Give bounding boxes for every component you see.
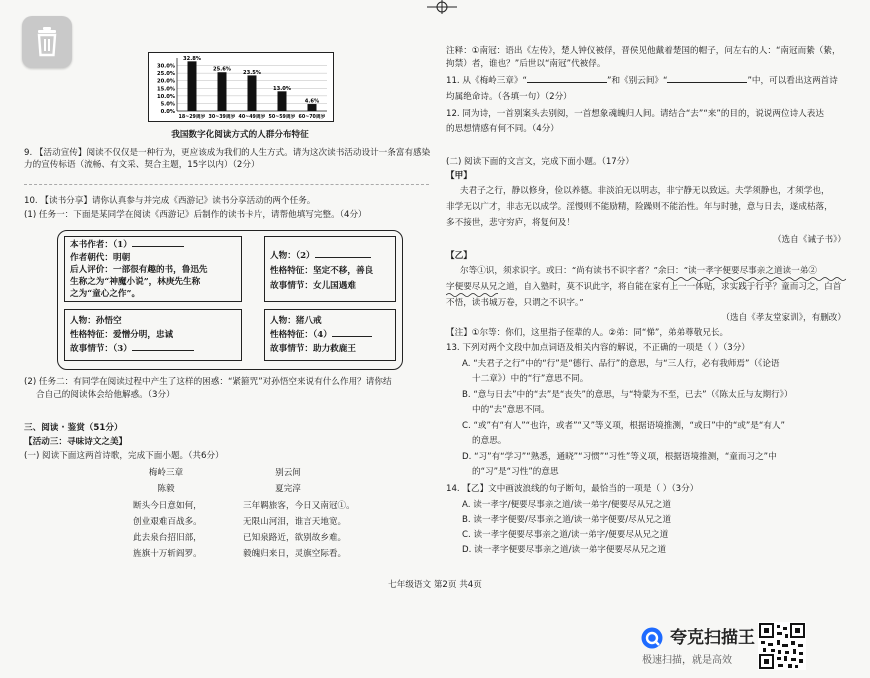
y-tick-label: 5.0% xyxy=(160,101,175,108)
card-dynasty: 作者朝代：明朝 xyxy=(70,253,131,263)
text-jia-line-1: 夫君子之行，静以修身，俭以养德。非淡泊无以明志，非宁静无以致远。夫学须静也，才须学也， xyxy=(460,186,830,196)
q13-option-c-2: 的意思。 xyxy=(472,436,507,446)
y-tick-label: 25.0% xyxy=(157,71,175,78)
q13-option-b-2: 中的“去”意思不同。 xyxy=(472,405,550,415)
bar-value-label: 4.6% xyxy=(304,98,320,105)
blank-q11-b[interactable] xyxy=(667,82,747,83)
question-10-task2-line1: (2) 任务二：有同学在阅读过程中产生了这样的困惑：“紧箍咒”对孙悟空来说有什么作用？请你结 xyxy=(24,377,392,387)
blank-q11-a[interactable] xyxy=(527,82,607,83)
poem2-title: 别云间 xyxy=(275,468,301,478)
q13-option-d-1: D. “习”有“学习”“熟悉，通晓”“习惯”“习性”等义项，根据语境推测，“童而习之”中 xyxy=(462,452,777,462)
question-11-line-1: 11. 从《梅岭三章》“ ”和《别云间》“ ”中，可以看出这两首诗 xyxy=(446,76,838,86)
question-12-line-2: 的思想情感有何不同。（4分） xyxy=(446,124,559,134)
poem2-line-2: 无限山河泪，谁言天地宽。 xyxy=(243,517,347,527)
q13-option-c-1: C. “或”有“有人”“也许，或者”“又”等义项，根据语境推测，“或曰”中的“或”是“有人” xyxy=(462,421,786,431)
poem2-line-4: 毅魄归来日，灵旗空际看。 xyxy=(243,549,347,559)
text-yi-note: 【注】①尔等：你们，这里指子侄辈的人。②弟：同“悌”，弟弟尊敬兄长。 xyxy=(446,328,729,338)
question-14: 14. 【乙】文中画波浪线的句子断句，最恰当的一项是（ ）（3分） xyxy=(446,484,699,494)
text-jia-line-3: 多不接世，悲守穷庐，将复何及！ xyxy=(446,218,575,228)
trash-icon xyxy=(22,16,72,68)
x-tick-label: 30~39周岁 xyxy=(208,115,236,120)
bar xyxy=(188,61,197,111)
bar-chart xyxy=(148,52,334,122)
card2-trait: 性格特征：坚定不移，善良 xyxy=(270,266,374,276)
x-tick-label: 40~49周岁 xyxy=(238,115,266,120)
bar-value-label: 13.0% xyxy=(273,85,291,92)
blank-1[interactable] xyxy=(132,246,184,247)
question-9: 9. 【活动宣传】阅读不仅仅是一种行为，更应该成为我们的人生方式。请为这次读书活动设计一条富有感染力的宣传标语（流畅、有文采、契合主题，15字以内）（2分） xyxy=(24,148,431,170)
poem1-line-2: 创业艰难百战多。 xyxy=(133,517,202,527)
y-tick-label: 10.0% xyxy=(157,93,175,100)
bar xyxy=(248,75,257,111)
bar-value-label: 25.6% xyxy=(213,66,231,73)
card4-name: 人物：猪八戒 xyxy=(270,316,322,326)
note-1-line-2: 拘禁）者，谁也？”后世以“南冠”代被俘。 xyxy=(446,59,606,69)
card-author-label: 本书作者：（1） xyxy=(70,240,132,250)
card-book-info xyxy=(64,236,242,302)
binding-crosshair-icon xyxy=(427,0,457,14)
bar-value-label: 32.8% xyxy=(183,55,201,62)
q14-option-b: B. 读一孝字便要/尽事亲之道/读一弟字便要/尽从兄之道 xyxy=(462,515,672,525)
card-zhu-bajie xyxy=(264,309,396,361)
card-review-2: 生称之为“神魔小说”，林庚先生称 xyxy=(70,277,201,287)
poem1-line-1: 断头今日意如何， xyxy=(133,501,202,511)
text-yi-line-1: 尔等①识，须求识字。或曰：“尚有读书不识字者？”余曰：“读一孝字便要尽事亲之道读一弟② xyxy=(460,266,817,276)
text-jia-source: （选自《诫子书》） xyxy=(772,235,846,245)
card4-trait: 性格特征：（4） xyxy=(270,330,332,340)
x-tick-label: 18~29周岁 xyxy=(178,115,206,120)
question-13: 13. 下列对两个文段中加点词语及相关内容的解说，不正确的一项是（ ）（3分） xyxy=(446,343,750,353)
sub-section-1: (一) 阅读下面这两首诗歌，完成下面小题。（共6分） xyxy=(24,451,224,461)
blank-2[interactable] xyxy=(315,257,371,258)
activity-3-title: 【活动三：寻味诗文之美】 xyxy=(24,437,128,447)
question-10-title: 10. 【读书分享】请你认真参与并完成《西游记》读书分享活动的两个任务。 xyxy=(24,196,316,206)
y-tick-label: 15.0% xyxy=(157,86,175,93)
poem2-line-1: 三年羁旅客，今日又南冠①。 xyxy=(243,501,355,511)
blank-4[interactable] xyxy=(332,336,372,337)
qr-code-icon xyxy=(758,622,806,670)
section-3-heading: 三、阅读 · 鉴赏（51分） xyxy=(24,423,123,433)
scanner-slogan: 极速扫描，就是高效 xyxy=(642,655,732,666)
blank-3[interactable] xyxy=(132,350,194,351)
bar-value-label: 23.5% xyxy=(243,69,261,76)
question-10-task2-line2: 合自己的阅读体会给他解惑。（3分） xyxy=(36,390,175,400)
poem1-line-3: 此去泉台招旧部， xyxy=(133,533,202,543)
x-tick-label: 60~70周岁 xyxy=(298,115,326,120)
reading-card-frame xyxy=(57,230,403,370)
card-character-2 xyxy=(264,236,396,302)
q13-option-a-2: 十二章》）中的“行”意思不同。 xyxy=(472,374,589,384)
card3-plot: 故事情节：（3） xyxy=(70,344,132,354)
wavy-underline xyxy=(666,276,846,282)
q13-option-a-1: A. “夫君子之行”中的“行”是“德行、品行”的意思，与“三人行，必有我师焉”（《论语 xyxy=(462,359,780,369)
y-tick-label: 20.0% xyxy=(157,78,175,85)
card2-name: 人物：（2） xyxy=(270,251,315,261)
text-yi-line-3: 不悟，读书城万卷，只谓之不识字。” xyxy=(446,298,584,308)
q14-option-a: A. 读一孝字/便要尽事亲之道/读一弟字/便要尽从兄之道 xyxy=(462,500,671,510)
text-yi-line-2: 字便要尽从兄之道，自入塾时，莫不识此字，将自能在家有上一一体贴，求实践于行乎？童而习之，白首 xyxy=(446,282,842,292)
poem2-line-3: 已知泉路近，欲别故乡难。 xyxy=(243,533,347,543)
q14-option-d: D. 读一孝字便要尽事亲之道/读一弟字便要尽从兄之道 xyxy=(462,545,667,555)
card3-trait: 性格特征：爱憎分明，忠诚 xyxy=(70,330,174,340)
chart-caption: 我国数字化阅读方式的人群分布特征 xyxy=(171,130,309,140)
page-footer: 七年级语文 第2页 共4页 xyxy=(388,580,482,590)
q13-option-b-1: B. “意与日去”中的“去”是“丧失”的意思，与“特蒙为不至，已去”（《陈太丘与友期行》） xyxy=(462,390,793,400)
quark-scanner-logo-icon xyxy=(640,626,664,650)
bar xyxy=(278,91,287,111)
x-tick-label: 50~59周岁 xyxy=(268,115,296,120)
question-12-line-1: 12. 同为诗，一首别案头去别阅，一首想象魂魄归人间。请结合“去”“来”的目的，说说两位诗人表达 xyxy=(446,109,824,119)
card4-plot: 故事情节：助力救鹿王 xyxy=(270,344,356,354)
chart-plot xyxy=(149,53,333,121)
card-review-1: 后人评价：一部很有趣的书，鲁迅先 xyxy=(70,265,208,275)
answer-line[interactable] xyxy=(24,184,429,185)
note-1-line-1: 注释：①南冠：语出《左传》，楚人钟仪被俘，晋侯见他戴着楚国的帽子，问左右的人：“南冠而絷（絷， xyxy=(446,46,841,56)
text-jia-label: 【甲】 xyxy=(446,171,472,181)
q14-option-c: C. 读一孝字便要尽事亲之道/读一弟字/便要尽从兄之道 xyxy=(462,530,669,540)
text-yi-source: （选自《孝友堂家训》，有删改） xyxy=(721,313,846,323)
poem1-line-4: 旌旗十万斩阎罗。 xyxy=(133,549,202,559)
text-yi-label: 【乙】 xyxy=(446,251,472,261)
question-11-line-2: 均属绝命诗。（各填一句）（2分） xyxy=(446,92,572,102)
card3-name: 人物：孙悟空 xyxy=(70,316,122,326)
scanner-brand-name: 夸克扫描王 xyxy=(670,628,755,648)
delete-button[interactable] xyxy=(22,16,72,68)
poem1-title: 梅岭三章 xyxy=(148,468,184,478)
y-tick-label: 30.0% xyxy=(157,63,175,70)
q13-option-d-2: 的“习”是“习性”的意思 xyxy=(472,467,559,477)
card-sun-wukong xyxy=(64,309,242,361)
text-jia-line-2: 非学无以广才，非志无以成学。淫慢则不能励精，险躁则不能治性。年与时驰，意与日去，遂成枯落， xyxy=(446,202,833,212)
poem2-author: 夏完淳 xyxy=(275,484,301,494)
bar xyxy=(218,72,227,111)
card2-plot: 故事情节：女儿国遇难 xyxy=(270,281,356,291)
poem1-author: 陈毅 xyxy=(157,484,175,494)
y-tick-label: 0.0% xyxy=(160,109,175,115)
sub-section-2: (二) 阅读下面的文言文，完成下面小题。（17分） xyxy=(446,157,634,167)
bar xyxy=(308,104,317,111)
question-10-task1: (1) 任务一：下面是某同学在阅读《西游记》后制作的读书卡片，请帮他填写完整。（4分） xyxy=(24,210,367,220)
wavy-underline xyxy=(446,292,498,298)
card-review-3: 之为“童心之作”。 xyxy=(70,289,141,299)
